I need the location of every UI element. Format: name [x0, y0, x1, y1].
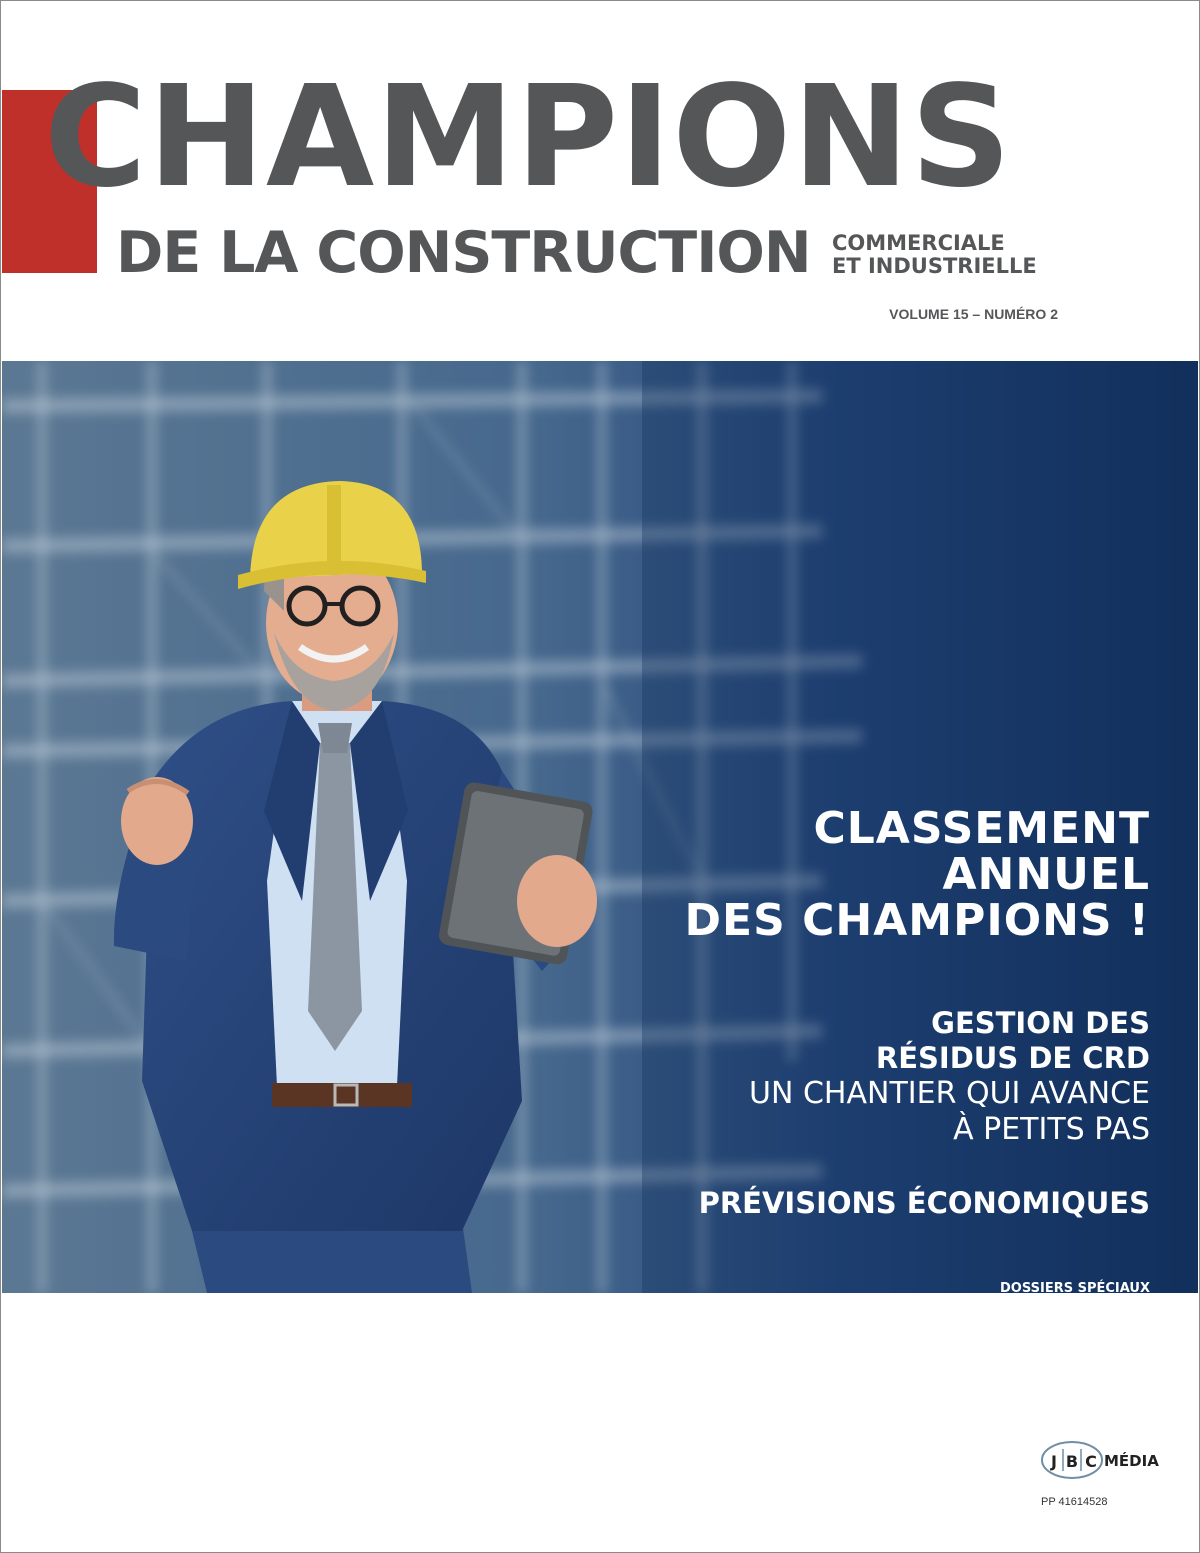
side-title-line1: COMMERCIALE [832, 231, 1005, 255]
story-subtitle [749, 1076, 1150, 1148]
story-sub-line2: À PETITS PAS [953, 1112, 1150, 1147]
magazine-subtitle: DE LA CONSTRUCTION [116, 220, 811, 286]
logo-letter-j: J [1051, 1452, 1057, 1471]
section-label-dossiers: DOSSIERS SPÉCIAUX [794, 1281, 1150, 1293]
logo-word: MÉDIA [1104, 1452, 1159, 1470]
jbc-media-logo-icon [1041, 1440, 1161, 1480]
story-previsions [699, 1186, 1150, 1221]
story-sub-line1: UN CHANTIER QUI AVANCE [749, 1076, 1150, 1111]
story-title [749, 1006, 1150, 1076]
story-title-line2: RÉSIDUS DE CRD [875, 1041, 1150, 1075]
postal-publication-number: PP 41614528 [1041, 1496, 1108, 1508]
story-residus-crd [749, 1006, 1150, 1148]
hero-photo [2, 361, 1198, 1293]
logo-letter-b: B [1065, 1452, 1079, 1471]
story-title-line1: GESTION DES [931, 1006, 1150, 1040]
side-title-line2: ET INDUSTRIELLE [832, 254, 1037, 278]
headline-line2: DES CHAMPIONS ! [684, 895, 1150, 946]
story-title: PRÉVISIONS ÉCONOMIQUES [698, 1186, 1150, 1220]
logo-letter-c: C [1085, 1452, 1097, 1471]
headline-line1: CLASSEMENT ANNUEL [813, 803, 1150, 900]
magazine-side-title [832, 232, 1037, 278]
cover-lines [590, 803, 1150, 1293]
magazine-title: CHAMPIONS [44, 56, 1013, 219]
issue-number: VOLUME 15 – NUMÉRO 2 [889, 306, 1058, 322]
cover-headline [590, 803, 1150, 946]
